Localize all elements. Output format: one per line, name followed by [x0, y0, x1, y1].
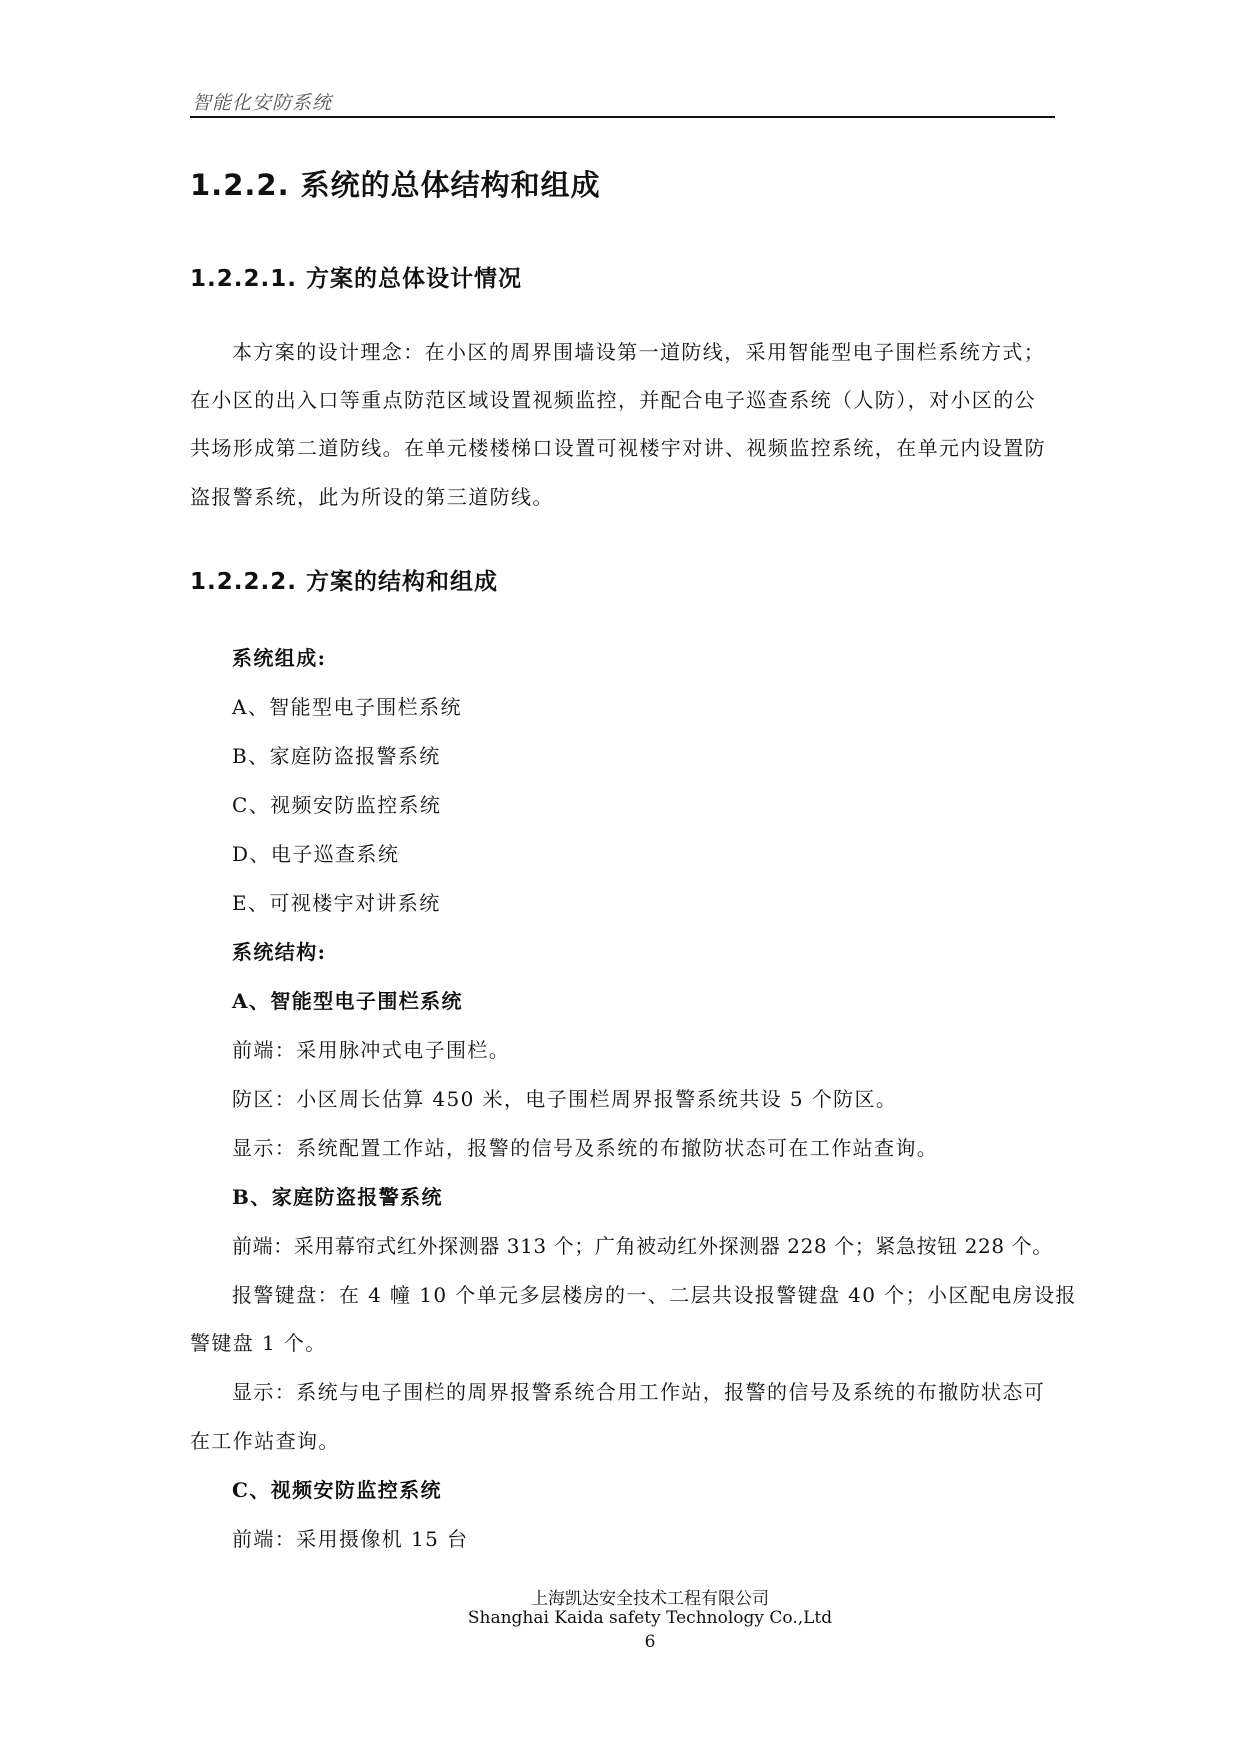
- page-header: [190, 86, 1055, 118]
- subsection-heading-1: 1.2.2.1. 方案的总体设计情况: [190, 266, 522, 292]
- paragraph-line: 共场形成第二道防线。在单元楼楼梯口设置可视楼宇对讲、视频监控系统，在单元内设置防: [190, 436, 1046, 460]
- composition-item: C、视频安防监控系统: [232, 793, 442, 817]
- footer-company-en: Shanghai Kaida safety Technology Co.,Ltd: [467, 1608, 833, 1628]
- composition-item: E、可视楼宇对讲系统: [232, 891, 441, 915]
- paragraph-line: 在小区的出入口等重点防范区域设置视频监控，并配合电子巡查系统（人防），对小区的公: [190, 388, 1036, 412]
- structure-c-line: 前端：采用摄像机 15 台: [232, 1527, 469, 1551]
- structure-b-line: 警键盘 1 个。: [190, 1331, 327, 1355]
- structure-b-line: 显示：系统与电子围栏的周界报警系统合用工作站，报警的信号及系统的布撤防状态可: [232, 1380, 1046, 1404]
- structure-a-line: 显示：系统配置工作站，报警的信号及系统的布撤防状态可在工作站查询。: [232, 1136, 939, 1160]
- structure-a-title: A、智能型电子围栏系统: [232, 989, 463, 1013]
- structure-b-line: 前端：采用幕帘式红外探测器 313 个；广角被动红外探测器 228 个；紧急按钮 228 个。: [232, 1234, 1053, 1258]
- composition-item: B、家庭防盗报警系统: [232, 744, 441, 768]
- structure-b-title: B、家庭防盗报警系统: [232, 1185, 443, 1209]
- paragraph-line: 本方案的设计理念：在小区的周界围墙设第一道防线，采用智能型电子围栏系统方式；: [232, 340, 1046, 364]
- page-number: 6: [644, 1632, 656, 1652]
- composition-item: D、电子巡查系统: [232, 842, 400, 866]
- composition-item: A、智能型电子围栏系统: [232, 695, 462, 719]
- structure-label: 系统结构:: [232, 940, 327, 964]
- subsection-heading-2: 1.2.2.2. 方案的结构和组成: [190, 569, 498, 595]
- structure-a-line: 前端：采用脉冲式电子围栏。: [232, 1038, 511, 1062]
- structure-b-line: 在工作站查询。: [190, 1429, 340, 1453]
- structure-a-line: 防区：小区周长估算 450 米，电子围栏周界报警系统共设 5 个防区。: [232, 1087, 898, 1111]
- section-heading: 1.2.2. 系统的总体结构和组成: [190, 168, 601, 202]
- footer-company-cn: 上海凯达安全技术工程有限公司: [531, 1589, 769, 1609]
- header-title: 智能化安防系统: [192, 92, 333, 114]
- composition-label: 系统组成:: [232, 646, 327, 670]
- structure-b-line: 报警键盘：在 4 幢 10 个单元多层楼房的一、二层共设报警键盘 40 个；小区配电房设报: [232, 1283, 1077, 1307]
- structure-c-title: C、视频安防监控系统: [232, 1478, 442, 1502]
- paragraph-line: 盗报警系统，此为所设的第三道防线。: [190, 485, 554, 509]
